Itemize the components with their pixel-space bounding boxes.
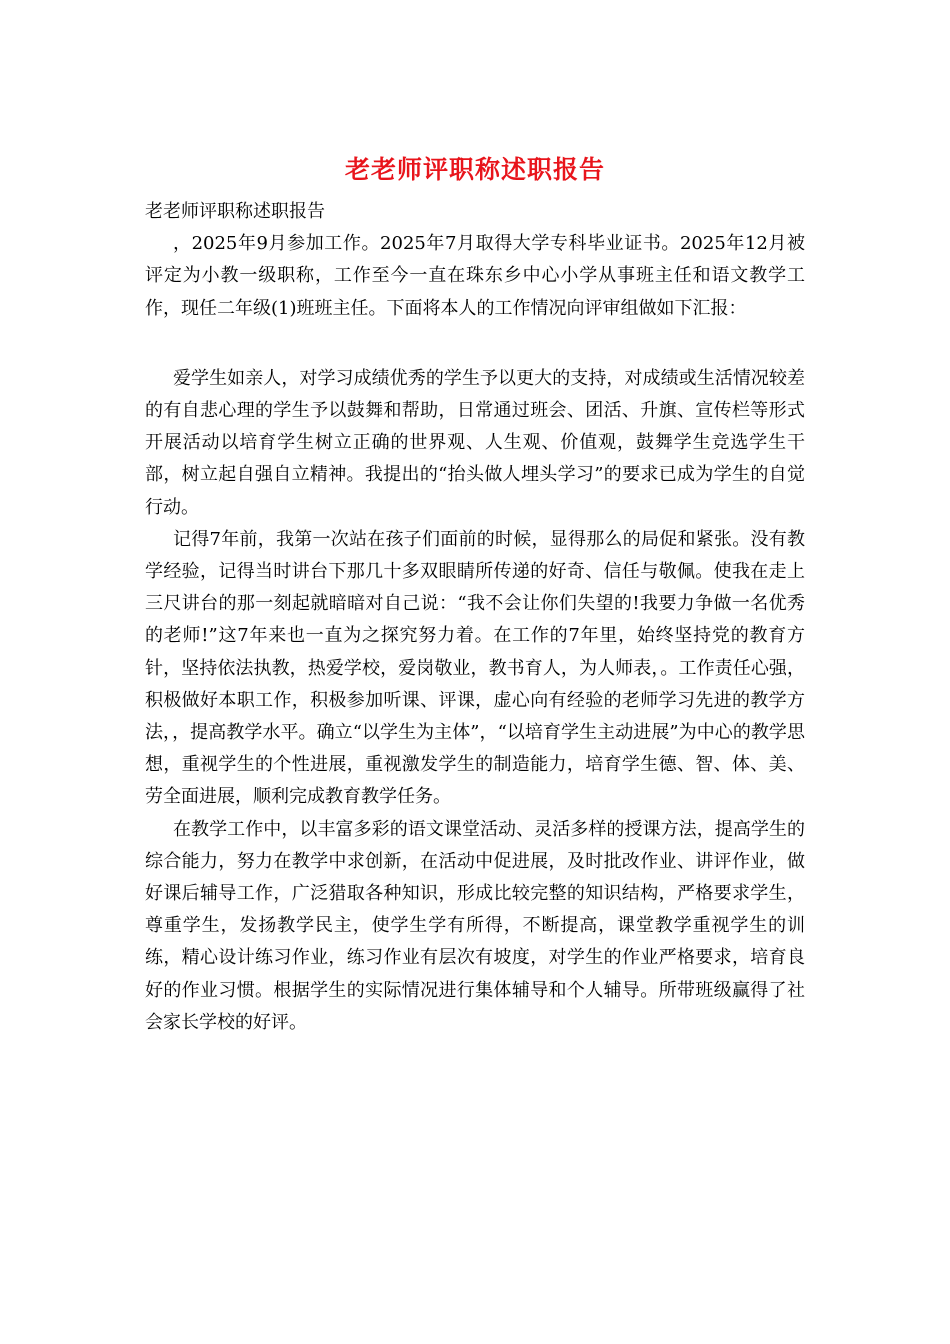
paragraph-teaching-work: 在教学工作中，以丰富多彩的语文课堂活动、灵活多样的授课方法，提高学生的综合能力，努力在教学中求创新，在活动中促进展，及时批改作业、讲评作业，做好课后辅导工作，广泛猎取各种知识，形成比较完整的知识结构，严格要求学生，尊重学生，发扬教学民主，使学生学有所得，不断提高，课堂教学重视学生的训练，精心设计练习作业，练习作业有层次有坡度，对学生的作业严格要求，培育良好的作业习惯。根据学生的实际情况进行集体辅导和个人辅导。所带班级赢得了社会家长学校的好评。	[145, 818, 805, 1033]
document-title: 老老师评职称述职报告	[344, 155, 605, 184]
document-subtitle: 老老师评职称述职报告	[145, 201, 325, 222]
document-body	[145, 196, 805, 1039]
paragraph-first-day: 记得7年前，我第一次站在孩子们面前的时候，显得那么的局促和紧张。没有教学经验，记得当时讲台下那几十多双眼睛所传递的好奇、信任与敬佩。使我在走上三尺讲台的那一刻起就暗暗对自己说：“我不会让你们失望的!我要力争做一名优秀的老师!”这7年来也一直为之探究努力着。在工作的7年里，始终坚持党的教育方针，坚持依法执教，热爱学校，爱岗敬业，教书育人，为人师表，。工作责任心强，积极做好本职工作，积极参加听课、评课，虚心向有经验的老师学习先进的教学方法，，提高教学水平。确立“以学生为主体”，“以培育学生主动进展”为中心的教学思想，重视学生的个性进展，重视激发学生的制造能力，培育学生德、智、体、美、劳全面进展，顺利完成教育教学任务。	[145, 528, 805, 808]
paragraph-intro: ，2025年9月参加工作。2025年7月取得大学专科毕业证书。2025年12月被评定为小教一级职称，工作至今一直在珠东乡中心小学从事班主任和语文教学工作，现任二年级(1)班班主任。下面将本人的工作情况向评审组做如下汇报：	[145, 233, 805, 319]
paragraph-love-students: 爱学生如亲人，对学习成绩优秀的学生予以更大的支持，对成绩或生活情况较差的有自悲心理的学生予以鼓舞和帮助，日常通过班会、团活、升旗、宣传栏等形式开展活动以培育学生树立正确的世界观、人生观、价值观，鼓舞学生竞选学生干部，树立起自强自立精神。我提出的“抬头做人埋头学习”的要求已成为学生的自觉行动。	[145, 367, 805, 518]
